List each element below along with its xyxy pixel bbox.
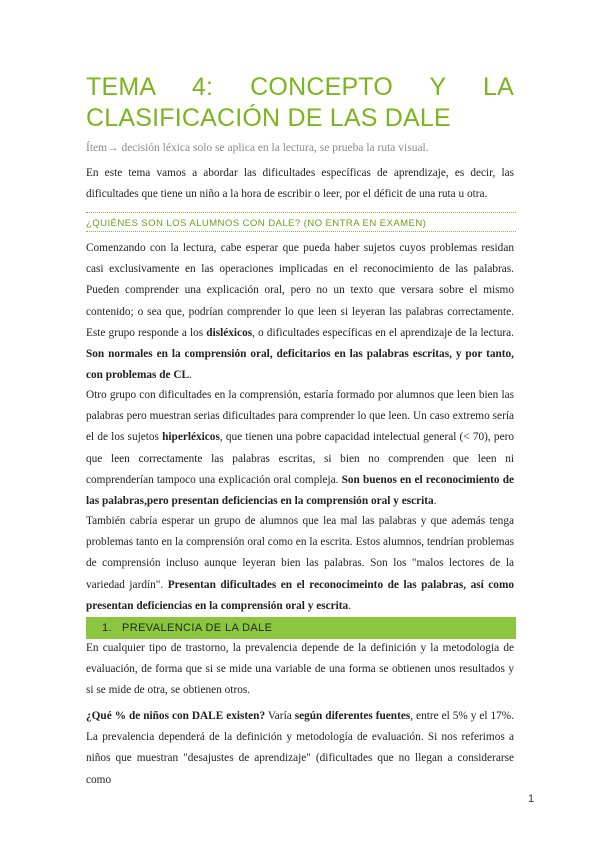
paragraph-dyslexics: Comenzando con la lectura, cabe esperar que pueda haber sujetos cuyos problemas residan casi exclusivamente en las operaciones implicadas en el reconocimiento de las palabras. Pueden comprender una explicación oral, pero no un texto que versara sobre el mismo contenido; o sea que, podrían comprender lo que leen si leyeran las palabras correctamente. Este grupo responde a los disléxicos, o dificultades específicas en el aprendizaje de la lectura. Son normales en la comprensión oral, deficitarios en las palabras escritas, y por tanto, con problemas de CL. — [86, 242, 514, 382]
section-number: 1. — [102, 622, 112, 634]
subtitle-note: Ítem→ decisión léxica solo se aplica en la lectura, se prueba la ruta visual. — [86, 142, 429, 154]
paragraph-poor-readers: También cabría esperar un grupo de alumnos que lea mal las palabras y que además tenga problemas tanto en la comprensión oral como en la escrita. Estos alumnos, tendrían problemas de comprensión incluso aunque leyeran bien las palabras. Son los "malos lectores de la variedad jardín". Presentan dificultades en el reconocimeinto de las palabras, así como presentan deficiencias en la comprensión oral y escrita. — [86, 515, 514, 612]
paragraph-hyperlexics: Otro grupo con dificultades en la comprensión, estaría formado por alumnos que leen bien las palabras pero muestran serias dificultades para comprender lo que leen. Un caso extremo sería el de los sujetos hiperléxicos, que tienen una pobre capacidad intelectual general (< 70), pero que leen correctamente las palabras escritas, si bien no comprenden que leen ni comprenderían tampoco una explicación oral compleja. Son buenos en el reconocimiento de las palabras,pero presentan deficiencias en la comprensión oral y escrita. — [86, 389, 514, 508]
page-number: 1 — [528, 793, 535, 805]
section-label: PREVALENCIA DE LA DALE — [121, 622, 273, 634]
page-title: TEMA 4: CONCEPTO Y LA CLASIFICACIÓN DE LAS DALE — [86, 73, 514, 132]
intro-paragraph: En este tema vamos a abordar las dificultades específicas de aprendizaje, es decir, las dificultades que tiene un niño a la hora de escribir o leer, por el déficit de una ruta u otra. — [86, 167, 514, 201]
paragraph-percentage: ¿Qué % de niños con DALE existen? Varía según diferentes fuentes, entre el 5% y el 17%. La prevalencia dependerá de la definición y metodología de evaluación. Si nos referimos a niños que muestran "desajustes de aprendizaje" (dificultades que no llegan a considerarse como — [86, 710, 515, 786]
paragraph-prevalence: En cualquier tipo de trastorno, la prevalencia depende de la definición y la metodologia de evaluación, de forma que si se mide una variable de una forma se obtienen unos resultados y si se mide de otra, se obtienen otros. — [86, 642, 514, 697]
section-heading-prevalence — [86, 617, 516, 639]
section-heading-question: ¿QUIÉNES SON LOS ALUMNOS CON DALE? (NO ENTRA EN EXAMEN) — [86, 212, 516, 232]
